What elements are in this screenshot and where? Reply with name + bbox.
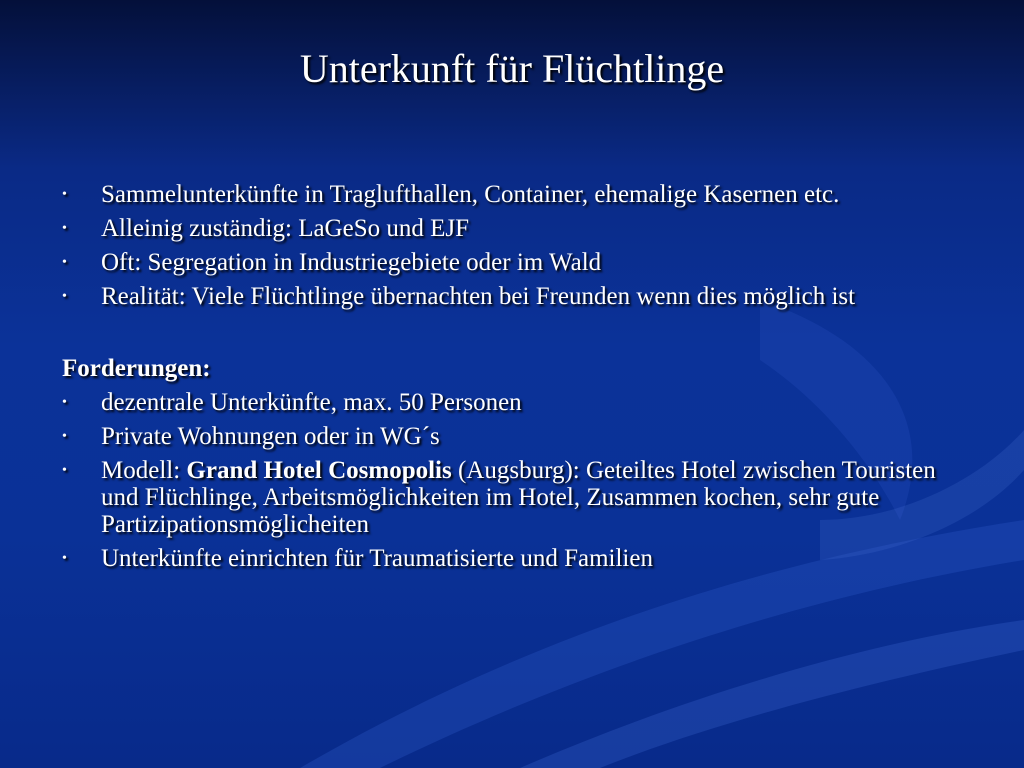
list-item-modell xyxy=(62,457,962,538)
bullet-list-forderungen xyxy=(62,389,962,572)
list-item xyxy=(62,389,962,416)
list-item-text: Unterkünfte einrichten für Traumatisierte und Familien xyxy=(101,545,653,572)
hotel-name: Grand Hotel Cosmopolis xyxy=(186,457,452,484)
list-item xyxy=(62,181,962,208)
list-item-text: Realität: Viele Flüchtlinge übernachten bei Freunden wenn dies möglich ist xyxy=(101,283,856,310)
bullet-icon: • xyxy=(62,551,67,566)
bullet-icon: • xyxy=(62,395,67,410)
slide-content xyxy=(62,181,962,579)
list-item xyxy=(62,249,962,276)
bullet-icon: • xyxy=(62,429,67,444)
list-item-text: Sammelunterkünfte in Traglufthallen, Container, ehemalige Kasernen etc. xyxy=(101,181,840,208)
bullet-icon: • xyxy=(62,255,67,270)
slide-title: Unterkunft für Flüchtlinge xyxy=(299,46,725,91)
list-item-text: Alleinig zuständig: LaGeSo und EJF xyxy=(101,215,470,242)
list-item xyxy=(62,215,962,242)
bullet-icon: • xyxy=(62,463,67,478)
list-item xyxy=(62,545,962,572)
bullet-icon: • xyxy=(62,187,67,202)
modell-prefix: Modell: xyxy=(101,457,187,484)
bullet-list-status xyxy=(62,181,962,310)
bullet-icon: • xyxy=(62,289,67,304)
list-item-text: Oft: Segregation in Industriegebiete oder im Wald xyxy=(101,249,602,276)
bullet-icon: • xyxy=(62,221,67,236)
list-item-text: dezentrale Unterkünfte, max. 50 Personen xyxy=(101,389,522,416)
spacer xyxy=(62,317,962,355)
section-title-forderungen: Forderungen: xyxy=(62,355,211,382)
modell-description: (Augsburg): Geteiltes Hotel zwischen Touristen und Flüchlinge, Arbeitsmöglichkeiten im Hotel, Zusammen kochen, sehr gute Partizipationsmöglicheiten xyxy=(101,457,936,538)
list-item xyxy=(62,283,962,310)
list-item-text: Private Wohnungen oder in WG´s xyxy=(101,423,440,450)
list-item xyxy=(62,423,962,450)
list-item-text xyxy=(101,457,936,538)
